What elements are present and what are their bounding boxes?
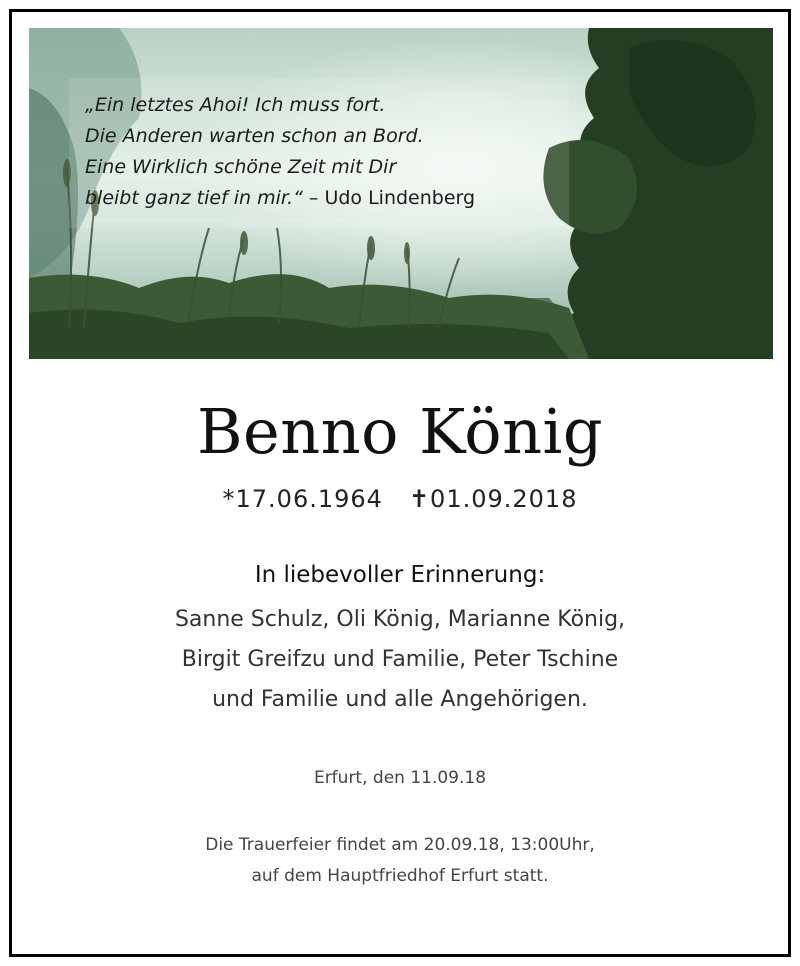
- place-and-date: Erfurt, den 11.09.18: [313, 768, 487, 788]
- funeral-line: auf dem Hauptfriedhof Erfurt statt.: [251, 866, 549, 886]
- quote-author: – Udo Lindenberg: [308, 187, 476, 209]
- quote-line-last: [85, 183, 605, 214]
- quote-line: Die Anderen warten schon an Bord.: [85, 125, 424, 147]
- mourners-line: Sanne Schulz, Oli König, Marianne König,: [174, 607, 626, 632]
- deceased-name: Benno König: [196, 395, 604, 468]
- quote-line: Eine Wirklich schöne Zeit mit Dir: [85, 156, 397, 178]
- funeral-notice: [12, 830, 788, 892]
- quote-text: bleibt ganz tief in mir.“: [85, 187, 303, 209]
- lake-photo: [29, 28, 773, 359]
- quote-line: „Ein letztes Ahoi! Ich muss fort.: [85, 94, 386, 116]
- obituary-card: [9, 9, 791, 957]
- mourners-line: Birgit Greifzu und Familie, Peter Tschine: [181, 647, 619, 672]
- quote-block: [85, 90, 605, 214]
- birth-date: *17.06.1964: [222, 485, 383, 513]
- death-date: ✝01.09.2018: [408, 485, 578, 513]
- life-dates: [12, 484, 788, 514]
- mourners-line: und Familie und alle Angehörigen.: [212, 687, 588, 712]
- mourners-list: [12, 600, 788, 720]
- remembrance-heading: In liebevoller Erinnerung:: [254, 562, 546, 588]
- funeral-line: Die Trauerfeier findet am 20.09.18, 13:00Uhr,: [205, 835, 595, 855]
